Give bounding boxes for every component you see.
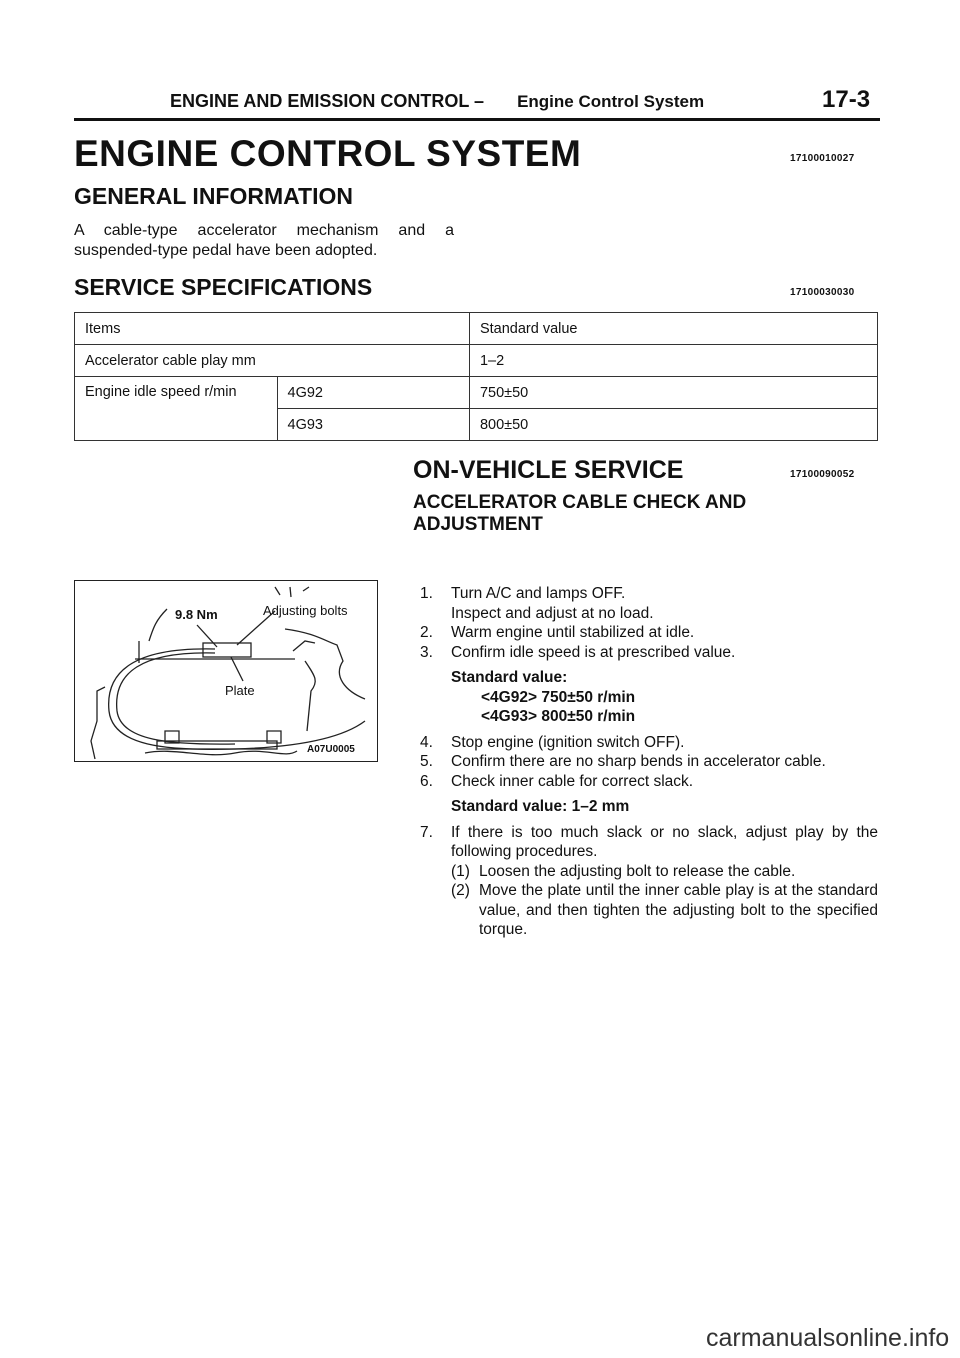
col-header-value: Standard value <box>469 313 877 345</box>
header-section: ENGINE AND EMISSION CONTROL <box>170 91 470 111</box>
list-item <box>420 823 878 940</box>
step-text: Confirm idle speed is at prescribed value. <box>451 643 736 661</box>
cell-value: 800±50 <box>469 409 877 441</box>
cell-subitem: 4G92 <box>277 377 469 409</box>
plate-shape <box>203 643 251 657</box>
procedure-steps <box>420 584 878 940</box>
onvehicle-code: 17100090052 <box>790 469 855 480</box>
step-text: Warm engine until stabilized at idle. <box>451 624 695 641</box>
step-number: 4. <box>420 733 433 751</box>
step-text: If there is too much slack or no slack, adjust play by the following procedures. <box>451 823 878 860</box>
step-number: 1. <box>420 585 433 602</box>
list-item <box>420 772 878 817</box>
cell-value: 750±50 <box>469 377 877 409</box>
standard-label: Standard value: <box>451 669 568 686</box>
step-number: 5. <box>420 753 433 770</box>
standard-value: <4G93> 800±50 r/min <box>481 708 636 725</box>
cell-item: Engine idle speed r/min <box>75 377 278 441</box>
sub-step-number: (1) <box>451 862 470 880</box>
step-text: Inspect and adjust at no load. <box>451 604 654 622</box>
specs-heading: SERVICE SPECIFICATIONS <box>74 274 373 300</box>
onvehicle-heading: ON-VEHICLE SERVICE <box>413 456 684 484</box>
sub-step <box>451 862 878 882</box>
step-text: Confirm there are no sharp bends in accelerator cable. <box>451 753 826 770</box>
figure-code: A07U0005 <box>307 744 355 755</box>
cell-item: Accelerator cable play mm <box>75 345 470 377</box>
cell-subitem: 4G93 <box>277 409 469 441</box>
table-row <box>75 313 878 345</box>
general-heading: GENERAL INFORMATION <box>74 183 353 209</box>
cell-value: 1–2 <box>469 345 877 377</box>
header-subsection: Engine Control System <box>517 92 705 111</box>
plate-label: Plate <box>225 683 255 698</box>
step-number: 3. <box>420 643 433 661</box>
list-item <box>420 733 878 753</box>
table-row <box>75 377 878 409</box>
sub-step <box>451 881 878 940</box>
step-text: Turn A/C and lamps OFF. <box>451 585 626 602</box>
specs-code: 17100030030 <box>790 287 855 298</box>
table-row <box>75 345 878 377</box>
step-number: 6. <box>420 772 433 790</box>
step-text: Stop engine (ignition switch OFF). <box>451 733 685 751</box>
title-code: 17100010027 <box>790 153 855 164</box>
header-dash: – <box>474 91 485 111</box>
standard-value: Standard value: 1–2 mm <box>451 798 630 815</box>
col-header-items: Items <box>75 313 470 345</box>
step-text: Check inner cable for correct slack. <box>451 772 694 790</box>
sub-step-text: Move the plate until the inner cable play is at the standard value, and then tighten the adjusting bolt to the specified torque. <box>479 882 878 938</box>
list-item <box>420 752 878 772</box>
list-item <box>420 643 878 727</box>
torque-label: 9.8 Nm <box>175 607 218 622</box>
page-title: ENGINE CONTROL SYSTEM <box>74 133 582 174</box>
sub-step-text: Loosen the adjusting bolt to release the cable. <box>479 862 796 880</box>
page-number: 17-3 <box>822 86 871 113</box>
step-number: 7. <box>420 823 433 841</box>
watermark: carmanualsonline.info <box>706 1324 950 1352</box>
procedure-heading: ACCELERATOR CABLE CHECK AND ADJUSTMENT <box>413 492 747 535</box>
step-number: 2. <box>420 624 433 641</box>
standard-value-block <box>451 668 878 727</box>
list-item <box>420 623 878 643</box>
spec-table <box>74 312 878 441</box>
cable-diagram <box>74 580 378 762</box>
bolts-label: Adjusting bolts <box>263 603 348 618</box>
sub-step-number: (2) <box>451 882 470 899</box>
list-item <box>420 584 878 623</box>
general-text: A cable-type accelerator mechanism and a suspended-type pedal have been adopted. <box>74 222 454 259</box>
running-header <box>170 91 704 112</box>
standard-value: <4G92> 750±50 r/min <box>481 688 636 706</box>
header-rule <box>74 118 880 121</box>
cable-line <box>109 649 365 749</box>
